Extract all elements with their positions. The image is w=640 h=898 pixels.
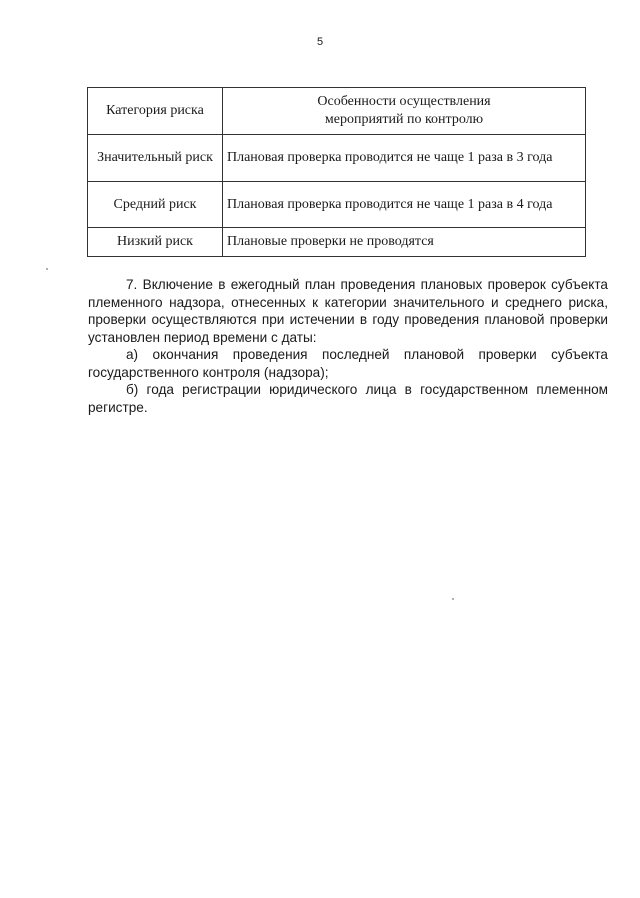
risk-category-table	[87, 87, 586, 257]
risk-description-cell: Плановая проверка проводится не чаще 1 раза в 3 года	[223, 135, 586, 182]
risk-description-cell: Плановая проверка проводится не чаще 1 раза в 4 года	[223, 182, 586, 228]
risk-description-cell: Плановые проверки не проводятся	[223, 228, 586, 257]
header-features-line1: Особенности осуществления	[317, 94, 491, 109]
risk-category-cell: Низкий риск	[88, 228, 223, 257]
header-features-line2: мероприятий по контролю	[324, 112, 484, 127]
scan-speck	[46, 268, 48, 270]
document-body	[88, 276, 608, 416]
paragraph-7a: а) окончания проведения последней плановой проверки субъекта государственного контроля (надзора);	[88, 347, 608, 380]
table-row	[88, 135, 586, 182]
table-header-row	[88, 88, 586, 135]
paragraph-7b: б) года регистрации юридического лица в государственном племенном регистре.	[88, 382, 608, 415]
risk-category-cell: Значительный риск	[88, 135, 223, 182]
scan-speck	[452, 598, 454, 600]
header-features	[223, 88, 586, 135]
header-category: Категория риска	[88, 88, 223, 135]
table-row	[88, 228, 586, 257]
risk-category-cell: Средний риск	[88, 182, 223, 228]
table-row	[88, 182, 586, 228]
page-number: 5	[316, 36, 324, 48]
paragraph-7: 7. Включение в ежегодный план проведения плановых проверок субъекта племенного надзора, отнесенных к категории значительного и среднего риска, проверки осуществляются при истечении в году проведения плановой проверки установлен период времени с даты:	[88, 277, 608, 345]
